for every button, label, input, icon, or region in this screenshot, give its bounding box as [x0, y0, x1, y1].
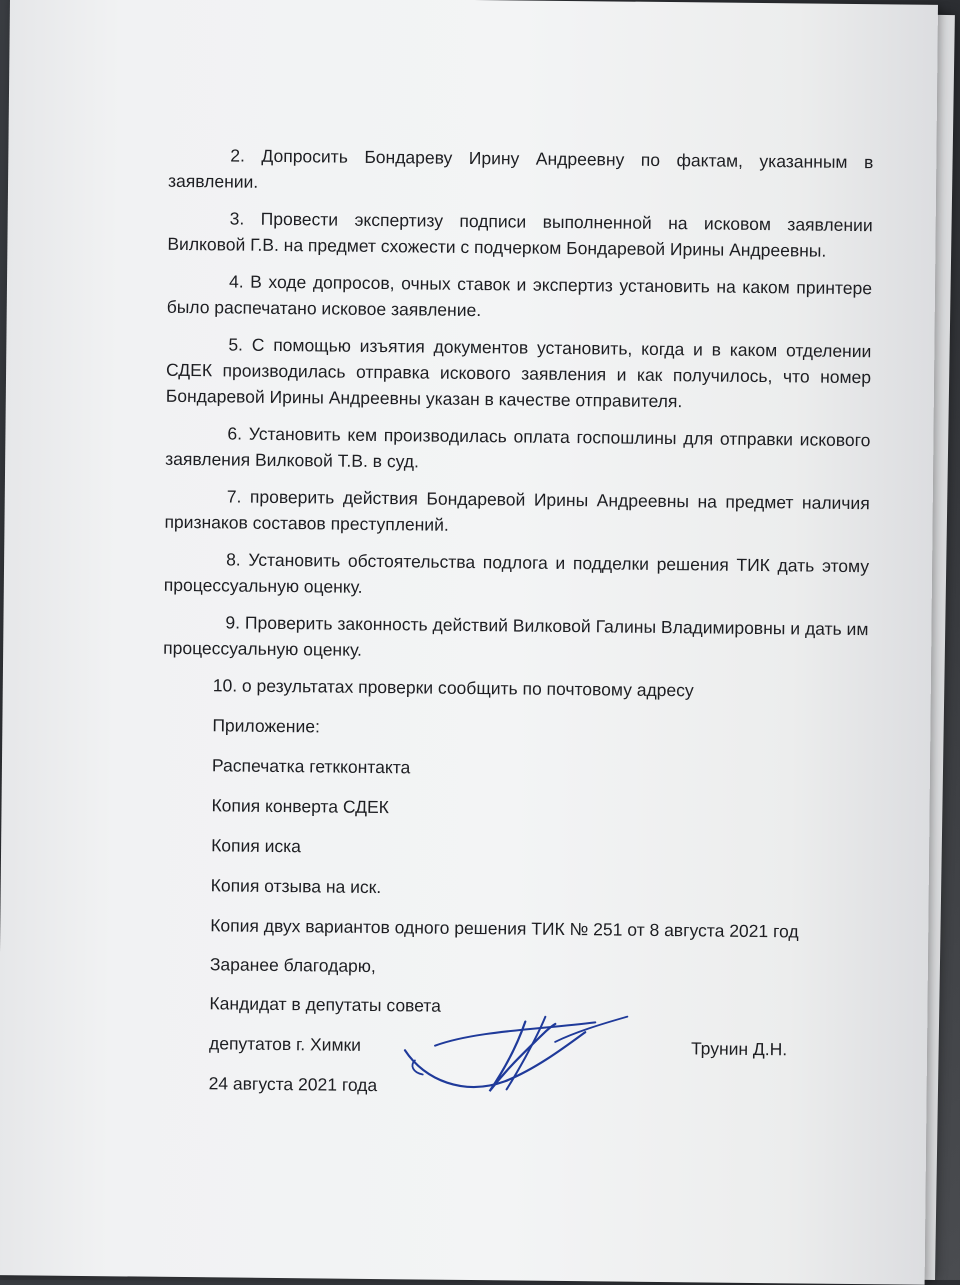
item-number: 5.	[228, 334, 244, 355]
item-number: 9.	[225, 612, 241, 633]
closing-text: Заранее благодарю,	[209, 954, 376, 977]
item-number: 4.	[228, 271, 244, 292]
list-item-2	[168, 142, 874, 201]
attachments-heading: Приложение:	[212, 715, 321, 737]
item-text: Допросить Бондареву Ирину Андреевну по фактам, указанным в заявлении.	[167, 145, 874, 192]
signature-block	[158, 990, 859, 1122]
list-item-3	[167, 205, 873, 264]
signature-date: 24 августа 2021 года	[208, 1073, 378, 1096]
list-item-7	[164, 483, 870, 542]
item-text: С помощью изъятия документов установить, когда и в каком отделении СДЕК производилась отправка искового заявления и как получилось, что номер Бондаревой Ирины Андреевны указан в качестве отправителя.	[165, 334, 872, 412]
signer-title-line-2: депутатов г. Химки	[208, 1033, 362, 1055]
attachment-item: Распечатка геткконтакта	[211, 755, 411, 778]
item-number: 3.	[229, 208, 245, 229]
list-item-10: 10. о результатах проверки сообщить по почтовому адресу	[212, 675, 694, 701]
signer-title-line-1: Кандидат в депутаты совета	[209, 993, 442, 1016]
list-item-9	[163, 609, 869, 668]
item-text: проверить действия Бондаревой Ирины Андреевны на предмет наличия признаков составов преступлений.	[164, 486, 870, 535]
item-text: Установить кем производилась оплата госпошлины для отправки искового заявления Вилковой Т.В. в суд.	[165, 423, 871, 472]
item-number: 8.	[226, 549, 241, 570]
item-text: Установить обстоятельства подлога и подделки решения ТИК дать этому процессуальную оценку.	[163, 549, 870, 597]
attachment-item: Копия иска	[211, 835, 302, 857]
handwritten-signature	[394, 1000, 635, 1113]
list-item-5	[166, 331, 872, 416]
item-number: 6.	[227, 423, 243, 444]
item-number: 7.	[226, 486, 242, 507]
list-item-6	[165, 420, 871, 479]
list-item-8	[164, 546, 870, 605]
item-text: Провести экспертизу подписи выполненной на исковом заявлении Вилковой Г.В. на предмет схожести с подчерком Бондаревой Ирины Андреевны.	[167, 208, 873, 261]
item-text: В ходе допросов, очных ставок и экспертиз установить на каком принтере было распечатано исковое заявление.	[166, 271, 873, 321]
signer-name: Трунин Д.Н.	[690, 1038, 788, 1060]
attachment-item: Копия отзыва на иск.	[210, 875, 382, 898]
list-item-4	[167, 268, 873, 327]
item-text: Проверить законность действий Вилковой Галины Владимировны и дать им процессуальную оценку.	[163, 612, 869, 660]
attachment-item: Копия двух вариантов одного решения ТИК № 251 от 8 августа 2021 год	[210, 915, 799, 942]
item-number: 2.	[230, 145, 246, 166]
document-body	[158, 142, 873, 1122]
attachment-item: Копия конверта СДЕК	[211, 795, 389, 818]
